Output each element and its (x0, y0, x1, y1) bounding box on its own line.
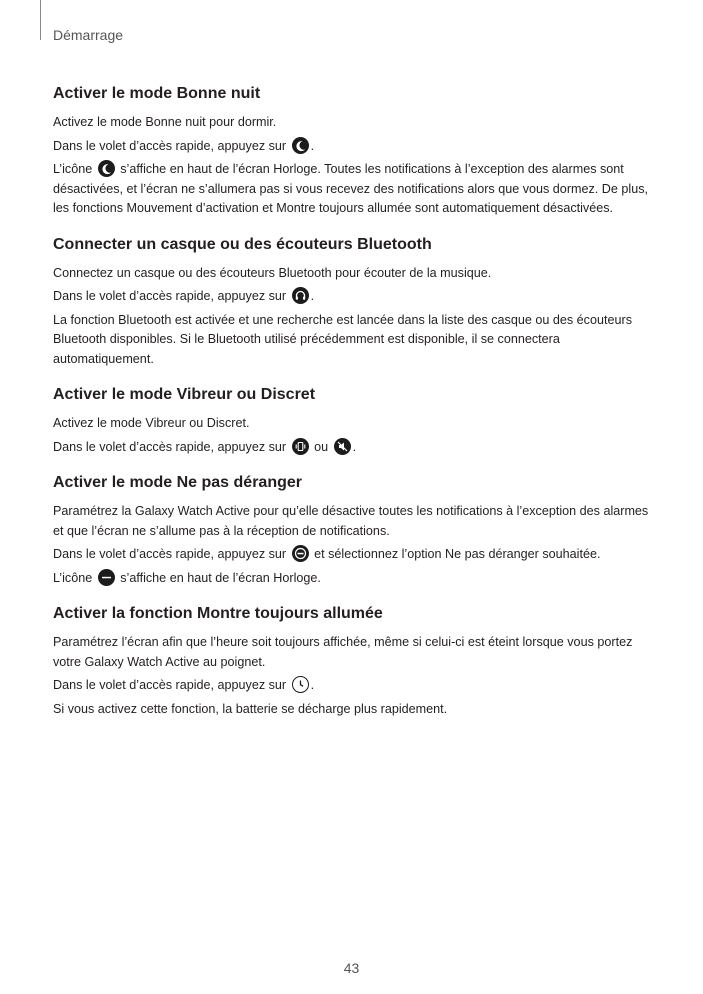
paragraph: Activez le mode Vibreur ou Discret. (53, 416, 250, 430)
text: . (310, 138, 315, 153)
clock-icon (292, 676, 309, 693)
text: Dans le volet d’accès rapide, appuyez sur (53, 547, 290, 561)
paragraph: Paramétrez l’écran afin que l’heure soit toujours affichée, même si celui-ci est éteint lorsque vous portez votre Galaxy Watch Active au poignet. (53, 635, 633, 669)
text: . (352, 439, 357, 454)
section-title: Activer le mode Bonne nuit (53, 85, 261, 102)
page-content (53, 84, 653, 723)
paragraph: La fonction Bluetooth est activée et une recherche est lancée dans la liste des casque ou des écouteurs Bluetooth disponibles. Si le Bluetooth utilisé précédemment est disponible, il se connectera automatiquement. (53, 312, 632, 366)
paragraph (53, 137, 653, 157)
section-vibrate-mute (53, 385, 653, 457)
text: Dans le volet d’accès rapide, appuyez sur (53, 678, 290, 692)
section-do-not-disturb (53, 473, 653, 588)
page-number: 43 (343, 960, 360, 976)
section-good-night (53, 84, 653, 219)
mute-icon (334, 438, 351, 455)
text: L’icône (53, 570, 96, 585)
section-title: Activer le mode Vibreur ou Discret (53, 386, 316, 403)
paragraph: Activez le mode Bonne nuit pour dormir. (53, 115, 277, 129)
paragraph (53, 287, 653, 307)
do-not-disturb-icon (98, 569, 115, 586)
text: s’affiche en haut de l’écran Horloge. (116, 570, 321, 585)
paragraph: Paramétrez la Galaxy Watch Active pour qu’elle désactive toutes les notifications à l’exception des alarmes et que l’écran ne s’allume pas à la réception de notifications. (53, 504, 649, 538)
section-always-on (53, 604, 653, 719)
header-title: Démarrage (53, 27, 124, 43)
paragraph (53, 569, 653, 589)
text: Dans le volet d’accès rapide, appuyez sur (53, 289, 290, 303)
paragraph: Si vous activez cette fonction, la batterie se décharge plus rapidement. (53, 701, 448, 716)
text: . (310, 289, 315, 303)
section-title: Connecter un casque ou des écouteurs Bluetooth (53, 235, 432, 253)
text: . (310, 678, 315, 692)
paragraph (53, 676, 653, 696)
text: Dans le volet d’accès rapide, appuyez sur (53, 138, 290, 153)
moon-icon (292, 137, 309, 154)
headset-icon (292, 287, 309, 304)
section-title: Activer la fonction Montre toujours allumée (53, 605, 383, 622)
paragraph: Connectez un casque ou des écouteurs Bluetooth pour écouter de la musique. (53, 265, 492, 280)
text: Dans le volet d’accès rapide, appuyez sur (53, 439, 290, 454)
header-divider (40, 0, 41, 40)
paragraph (53, 160, 653, 219)
vibrate-icon (292, 438, 309, 455)
do-not-disturb-icon (292, 545, 309, 562)
text: L’icône (53, 162, 96, 176)
section-bluetooth (53, 235, 653, 370)
paragraph (53, 438, 653, 458)
text: s’affiche en haut de l’écran Horloge. Toutes les notifications à l’exception des alarmes sont désactivées, et l’écran ne s’allumera pas si vous recevez des notifications alors que vous dormez. De plus, les fonctions Mouvement d’activation et Montre toujours allumée sont automatiquement désactivées. (53, 162, 648, 215)
text: et sélectionnez l’option Ne pas déranger souhaitée. (310, 547, 601, 561)
section-title: Activer le mode Ne pas déranger (53, 474, 302, 491)
paragraph (53, 545, 653, 565)
text: ou (310, 439, 332, 454)
moon-icon (98, 160, 115, 177)
